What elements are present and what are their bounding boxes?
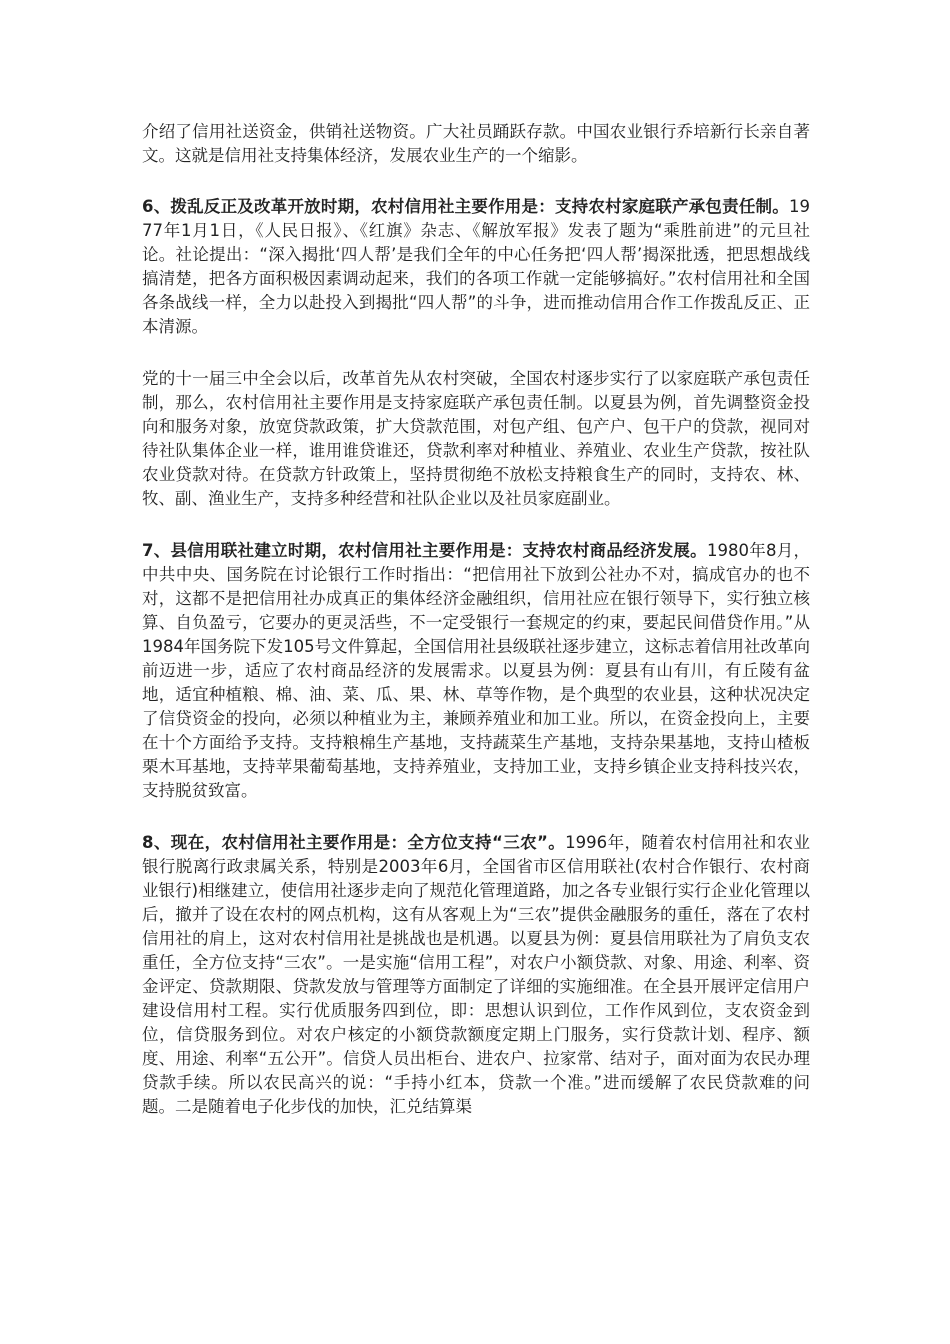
paragraph <box>142 120 810 168</box>
paragraph-body: 1977年1月1日，《人民日报》、《红旗》杂志、《解放军报》发表了题为“乘胜前进”的元旦社论。社论提出：“深入揭批‘四人帮’是我们全年的中心任务把‘四人帮’揭深批透，把思想战线搞清楚，把各方面积极因素调动起来，我们的各项工作就一定能够搞好。”农村信用社和全国各条战线一样，全力以赴投入到揭批“四人帮”的斗争，进而推动信用合作工作拨乱反正、正本清源。 <box>142 197 810 336</box>
paragraph <box>142 195 810 339</box>
paragraph-body: 介绍了信用社送资金，供销社送物资。广大社员踊跃存款。中国农业银行乔培新行长亲自著文。这就是信用社支持集体经济，发展农业生产的一个缩影。 <box>142 122 810 165</box>
paragraph <box>142 367 810 511</box>
paragraph-heading: 8、现在，农村信用社主要作用是：全方位支持“三农”。 <box>142 833 566 852</box>
document-page <box>142 120 810 1147</box>
paragraph-heading: 6、拨乱反正及改革开放时期，农村信用社主要作用是：支持农村家庭联产承包责任制。 <box>142 197 789 216</box>
paragraph-heading: 7、县信用联社建立时期，农村信用社主要作用是：支持农村商品经济发展。 <box>142 541 707 560</box>
paragraph-body: 1980年8月，中共中央、国务院在讨论银行工作时指出：“把信用社下放到公社办不对，搞成官办的也不对，这都不是把信用社办成真正的集体经济金融组织，信用社应在银行领导下，实行独立核算、自负盈亏，它要办的更灵活些，不一定受银行一套规定的约束，要起民间借贷作用。”从1984年国务院下发105号文件算起，全国信用社县级联社逐步建立，这标志着信用社改革向前迈进一步，适应了农村商品经济的发展需求。以夏县为例：夏县有山有川，有丘陵有盆地，适宜种植粮、棉、油、菜、瓜、果、林、草等作物，是个典型的农业县，这种状况决定了信贷资金的投向，必须以种植业为主，兼顾养殖业和加工业。所以，在资金投向上，主要在十个方面给予支持。支持粮棉生产基地，支持蔬菜生产基地，支持杂果基地，支持山楂板栗木耳基地，支持苹果葡萄基地，支持养殖业，支持加工业，支持乡镇企业支持科技兴农，支持脱贫致富。 <box>142 541 810 800</box>
paragraph <box>142 831 810 1119</box>
paragraph-body: 党的十一届三中全会以后，改革首先从农村突破，全国农村逐步实行了以家庭联产承包责任制，那么，农村信用社主要作用是支持家庭联产承包责任制。以夏县为例，首先调整资金投向和服务对象，放宽贷款政策，扩大贷款范围，对包产组、包产户、包干户的贷款，视同对待社队集体企业一样，谁用谁贷谁还，贷款利率对种植业、养殖业、农业生产贷款，按社队农业贷款对待。在贷款方针政策上，坚持贯彻绝不放松支持粮食生产的同时，支持农、林、牧、副、渔业生产，支持多种经营和社队企业以及社员家庭副业。 <box>142 369 810 508</box>
paragraph-body: 1996年，随着农村信用社和农业银行脱离行政隶属关系，特别是2003年6月，全国省市区信用联社(农村合作银行、农村商业银行)相继建立，使信用社逐步走向了规范化管理道路，加之各专业银行实行企业化管理以后，撤并了设在农村的网点机构，这有从客观上为“三农”提供金融服务的重任，落在了农村信用社的肩上，这对农村信用社是挑战也是机遇。以夏县为例：夏县信用联社为了肩负支农重任，全方位支持“三农”。一是实施“信用工程”，对农户小额贷款、对象、用途、利率、资金评定、贷款期限、贷款发放与管理等方面制定了详细的实施细准。在全县开展评定信用户建设信用村工程。实行优质服务四到位，即：思想认识到位，工作作风到位，支农资金到位，信贷服务到位。对农户核定的小额贷款额度定期上门服务，实行贷款计划、程序、额度、用途、利率“五公开”。信贷人员出柜台、进农户、拉家常、结对子，面对面为农民办理贷款手续。所以农民高兴的说：“手持小红本，贷款一个准。”进而缓解了农民贷款难的问题。二是随着电子化步伐的加快，汇兑结算渠 <box>142 833 811 1116</box>
paragraph <box>142 539 810 803</box>
